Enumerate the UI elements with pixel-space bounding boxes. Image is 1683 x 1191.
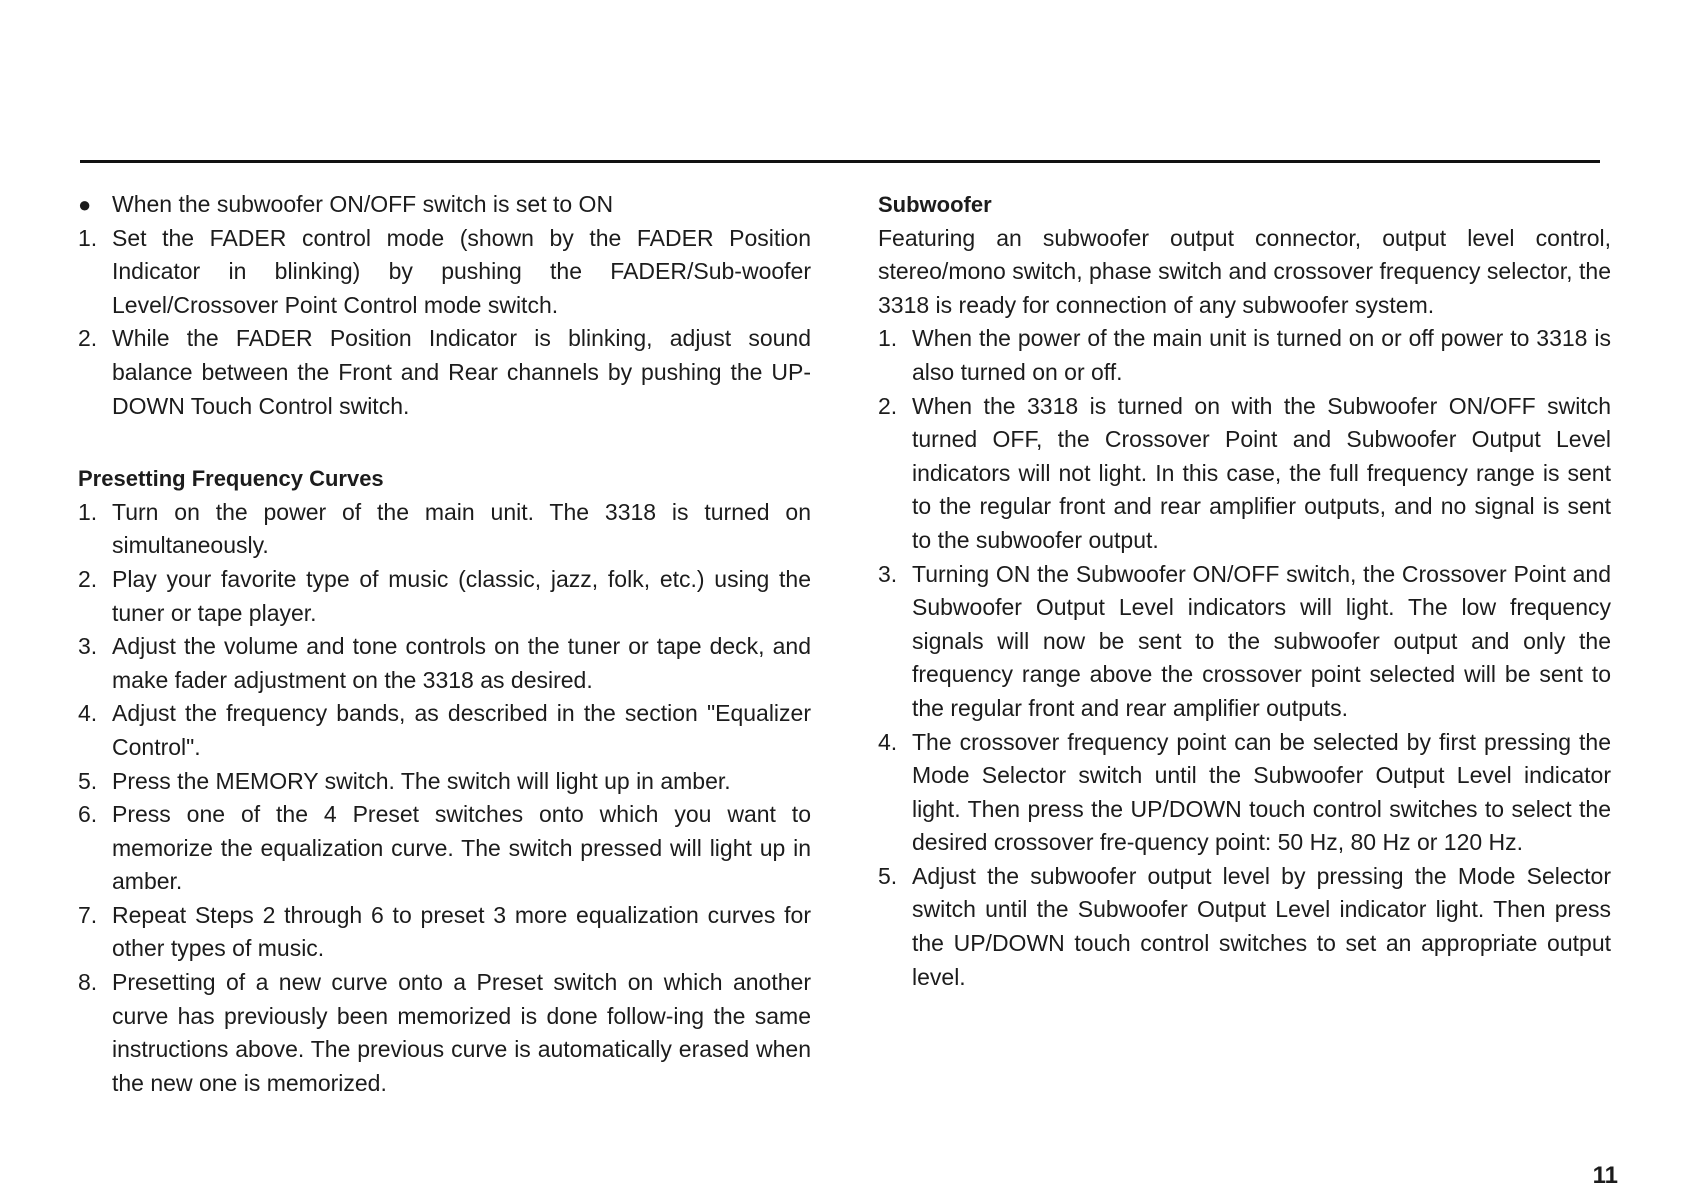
preset-step	[78, 496, 811, 563]
right-column	[878, 188, 1611, 994]
subwoofer-step	[878, 726, 1611, 860]
preset-step	[78, 966, 811, 1100]
section-heading-presetting: Presetting Frequency Curves	[78, 466, 384, 492]
subwoofer-step	[878, 322, 1611, 389]
step-text: Turn on the power of the main unit. The 3318 is turned on simultaneously.	[112, 498, 811, 559]
intro-bullet-item	[78, 188, 811, 222]
preset-step	[78, 798, 811, 899]
preset-step	[78, 765, 811, 799]
step-number: 3.	[78, 633, 98, 660]
step-number: 1.	[878, 325, 898, 352]
left-column	[78, 188, 811, 1100]
step-number: 1.	[78, 224, 98, 251]
preset-step	[78, 697, 811, 764]
step-text: Press one of the 4 Preset switches onto which you want to memorize the equalization curve. The switch pressed will light up in amber.	[112, 801, 811, 895]
step-text: Adjust the subwoofer output level by pressing the Mode Selector switch until the Subwoofer Output Level indicator light. Then press the UP/DOWN touch control switches to set an appropriate output level.	[912, 862, 1611, 990]
subwoofer-step	[878, 558, 1611, 726]
step-number: 6.	[78, 801, 98, 828]
preset-step	[78, 899, 811, 966]
step-text: Turning ON the Subwoofer ON/OFF switch, the Crossover Point and Subwoofer Output Level indicators will light. The low frequency signals will now be sent to the subwoofer output and only the frequency range above the crossover point selected will be sent to the regular front and rear amplifier outputs.	[912, 560, 1611, 721]
step-text: Repeat Steps 2 through 6 to preset 3 more equalization curves for other types of music.	[112, 901, 811, 962]
step-text: Adjust the volume and tone controls on the tuner or tape deck, and make fader adjustment on the 3318 as desired.	[112, 633, 811, 693]
section-heading-subwoofer: Subwoofer	[878, 192, 992, 217]
step-number: 4.	[78, 700, 98, 727]
page-number: 11	[1592, 1162, 1618, 1189]
step-text: Set the FADER control mode (shown by the FADER Position Indicator in blinking) by pushing the FADER/Sub-woofer Level/Crossover Point Control mode switch.	[112, 224, 811, 318]
step-text: While the FADER Position Indicator is blinking, adjust sound balance between the Front and Rear channels by pushing the UP-DOWN Touch Control switch.	[112, 325, 811, 419]
header-rule	[80, 160, 1600, 163]
preset-step	[78, 563, 811, 630]
step-number: 1.	[78, 498, 98, 525]
subwoofer-intro: Featuring an subwoofer output connector, output level control, stereo/mono switch, phase switch and crossover frequency selector, the 3318 is ready for connection of any subwoofer system.	[878, 224, 1611, 318]
step-text: Press the MEMORY switch. The switch will light up in amber.	[112, 767, 731, 794]
step-number: 2.	[78, 325, 98, 352]
step-number: 7.	[78, 901, 98, 928]
subwoofer-step	[878, 390, 1611, 558]
bullet-icon: ●	[78, 192, 92, 217]
step-text: When the 3318 is turned on with the Subwoofer ON/OFF switch turned OFF, the Crossover Point and Subwoofer Output Level indicators will not light. In this case, the full frequency range is sent to the regular front and rear amplifier outputs, and no signal is sent to the subwoofer output.	[912, 392, 1611, 553]
step-text: The crossover frequency point can be selected by first pressing the Mode Selector switch until the Subwoofer Output Level indicator light. Then press the UP/DOWN touch control switches to select the desired crossover fre-quency point: 50 Hz, 80 Hz or 120 Hz.	[912, 728, 1611, 856]
preset-step	[78, 630, 811, 697]
step-number: 5.	[78, 767, 98, 794]
step-text: Adjust the frequency bands, as described in the section "Equalizer Control".	[112, 700, 811, 760]
step-number: 2.	[878, 392, 898, 419]
step-text: Play your favorite type of music (classic, jazz, folk, etc.) using the tuner or tape player.	[112, 565, 811, 626]
step-number: 5.	[878, 862, 898, 889]
step-number: 4.	[878, 728, 898, 755]
step-number: 3.	[878, 560, 898, 587]
subwoofer-step	[878, 860, 1611, 994]
fader-step	[78, 222, 811, 323]
fader-step	[78, 322, 811, 423]
intro-text: When the subwoofer ON/OFF switch is set to ON	[112, 191, 614, 217]
step-text: Presetting of a new curve onto a Preset switch on which another curve has previously been memorized is done follow-ing the same instructions above. The previous curve is automatically erased when the new one is memorized.	[112, 969, 811, 1096]
step-text: When the power of the main unit is turned on or off power to 3318 is also turned on or off.	[912, 325, 1611, 385]
step-number: 8.	[78, 969, 98, 996]
step-number: 2.	[78, 565, 98, 592]
